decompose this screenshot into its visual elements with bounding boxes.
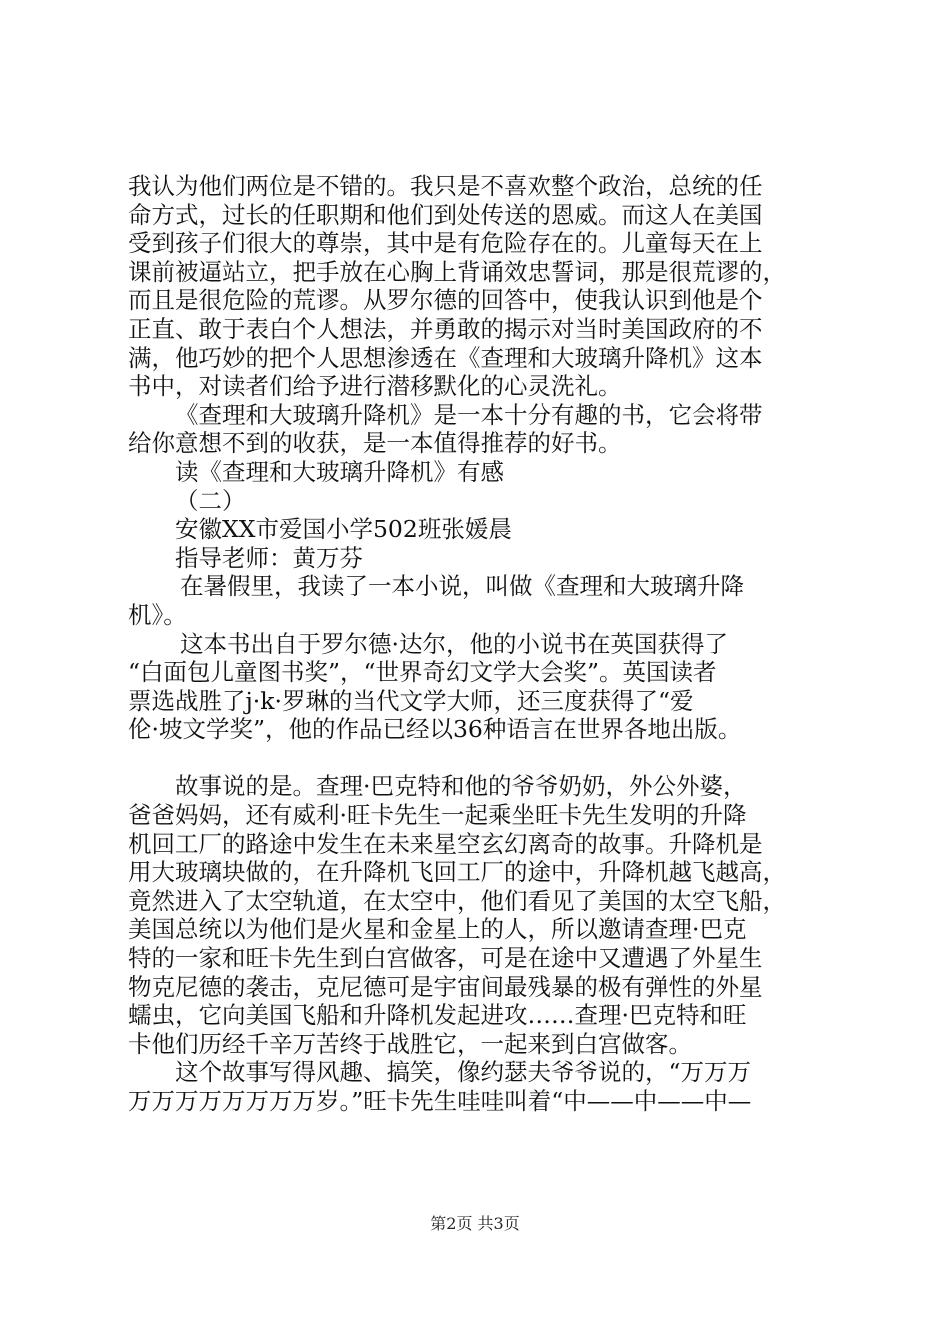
text-line: 蠕虫，它向美国飞船和升降机发起进攻……查理·巴克特和旺 (128, 1001, 747, 1030)
text-line: 满，他巧妙的把个人思想渗透在《查理和大玻璃升降机》这本 (128, 343, 763, 372)
paragraph-start: 故事说的是。查理·巴克特和他的爷爷奶奶，外公外婆， (175, 772, 747, 801)
text-line: 给你意想不到的收获，是一本值得推荐的好书。 (128, 429, 622, 458)
text-line: 机回工厂的路途中发生在未来星空玄幻离奇的故事。升降机是 (128, 829, 763, 858)
document-body (128, 172, 828, 1116)
blank-line (128, 744, 828, 773)
text-line: 机》。 (128, 600, 187, 629)
text-line: 特的一家和旺卡先生到白宫做客，可是在途中又遭遇了外星生 (128, 944, 763, 973)
paragraph-start: 这个故事写得风趣、搞笑，像约瑟夫爷爷说的，“万万万 (175, 1058, 752, 1087)
text-line: 书中，对读者们给予进行潜移默化的心灵洗礼。 (128, 372, 622, 401)
paragraph-start: 这本书出自于罗尔德·达尔，他的小说书在英国获得了 (180, 629, 728, 658)
text-line: “白面包儿童图书奖”，“世界奇幻文学大会奖”。英国读者 (128, 658, 717, 687)
text-line: 物克尼德的袭击，克尼德可是宇宙间最残暴的极有弹性的外星 (128, 972, 763, 1001)
text-line: 课前被逼站立，把手放在心胸上背诵效忠誓词，那是很荒谬的， (128, 257, 786, 286)
teacher-line: 指导老师：黄万芬 (175, 543, 363, 572)
paragraph-start: 《查理和大玻璃升降机》是一本十分有趣的书，它会将带 (175, 400, 763, 429)
author-line: 安徽XX市爱国小学502班张媛晨 (175, 515, 512, 544)
essay-title: 读《查理和大玻璃升降机》有感 (175, 457, 504, 486)
text-line: 我认为他们两位是不错的。我只是不喜欢整个政治，总统的任 (128, 172, 763, 200)
text-line: 受到孩子们很大的尊崇，其中是有危险存在的。儿童每天在上 (128, 229, 763, 258)
text-line: 而且是很危险的荒谬。从罗尔德的回答中，使我认识到他是个 (128, 286, 763, 315)
text-line: 命方式，过长的任职期和他们到处传送的恩威。而这人在美国 (128, 200, 763, 229)
text-line: 竟然进入了太空轨道，在太空中，他们看见了美国的太空飞船， (128, 886, 786, 915)
text-line: 爸爸妈妈，还有威利·旺卡先生一起乘坐旺卡先生发明的升降 (128, 801, 747, 830)
text-line: 美国总统以为他们是火星和金星上的人，所以邀请查理·巴克 (128, 915, 747, 944)
essay-part-number: （二） (175, 486, 246, 515)
text-line: 卡他们历经千辛万苦终于战胜它，一起来到白宫做客。 (128, 1029, 692, 1058)
text-line: 伦·坡文学奖”，他的作品已经以36种语言在世界各地出版。 (128, 715, 742, 744)
text-line: 票选战胜了j·k·罗琳的当代文学大师，还三度获得了“爱 (128, 686, 694, 715)
text-line: 用大玻璃块做的，在升降机飞回工厂的途中，升降机越飞越高， (128, 858, 786, 887)
text-line: 正直、敢于表白个人想法，并勇敢的揭示对当时美国政府的不 (128, 314, 763, 343)
text-line: 万万万万万万万万岁。”旺卡先生哇哇叫着“中——中——中— (128, 1087, 752, 1115)
page-footer: 第2页 共3页 (430, 1214, 520, 1233)
paragraph-start: 在暑假里，我读了一本小说，叫做《查理和大玻璃升降 (180, 572, 744, 601)
